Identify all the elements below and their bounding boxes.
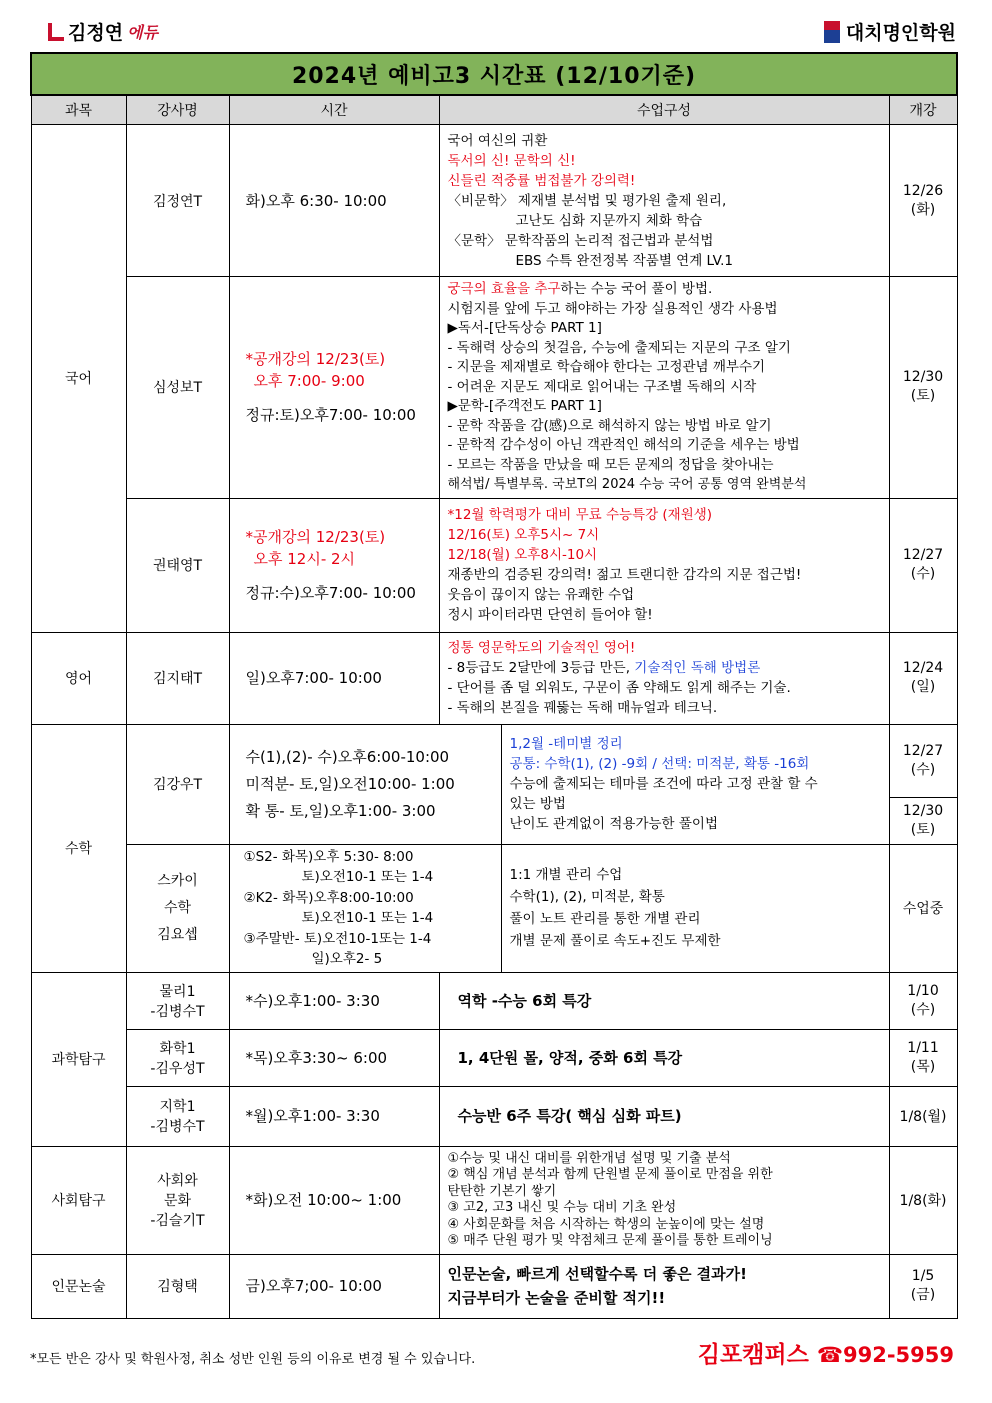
time-line: 수(1),(2)- 수)오후6:00-10:00	[245, 747, 450, 766]
start-date-value: 12/30	[902, 802, 944, 819]
start-day-value: (토)	[910, 821, 936, 838]
teacher-line: 스카이	[157, 872, 198, 889]
science-row-1	[31, 972, 957, 1029]
start-day-value: (금)	[910, 1287, 936, 1303]
teacher-line: -김슬기T	[150, 1213, 205, 1229]
time-line: ③주말반- 토)오전10-1또는 1-4	[243, 930, 432, 947]
desc-line: 난이도 관계없이 적용가능한 풀이법	[509, 816, 718, 832]
start-day-value: (수)	[910, 1001, 936, 1018]
teacher-name: 김정연T	[126, 125, 229, 277]
start-date-value: 1/10	[907, 982, 939, 999]
desc-line: 시험지를 앞에 두고 해야하는 가장 실용적인 생각 사용법	[447, 300, 778, 317]
teacher-name	[126, 972, 229, 1029]
start-day-value: (화)	[910, 201, 936, 218]
desc-line: 독서의 신! 문학의 신!	[447, 152, 576, 169]
desc-line: - 독해의 본질을 꿰뚫는 독해 매뉴얼과 테크닉.	[447, 700, 718, 716]
desc-line: 정시 파이터라면 단연히 들어야 할!	[447, 607, 653, 623]
teacher-name	[126, 844, 229, 972]
class-time: *목)오후3:30~ 6:00	[229, 1029, 439, 1086]
start-day-value: (일)	[910, 679, 936, 695]
footer-note: *모든 반은 강사 및 학원사정, 취소 성반 인원 등의 이유로 변경 될 수 있습니다.	[30, 1352, 476, 1367]
teacher-name	[126, 1086, 229, 1146]
desc-highlight: 궁극의 효율을 추구	[447, 281, 561, 297]
class-time: 금)오후7;00- 10:00	[229, 1254, 439, 1318]
start-date-value: 12/26	[902, 182, 944, 199]
start-date	[889, 632, 957, 724]
course-description	[439, 1254, 889, 1318]
desc-line: EBS 수특 완전정복 작품별 연계 LV.1	[515, 252, 733, 269]
teacher-line: -김우성T	[150, 1060, 205, 1077]
course-description	[501, 844, 889, 972]
class-time	[229, 844, 501, 972]
korean-row-3	[31, 498, 957, 632]
open-lecture-time: 오후 7:00- 9:00	[253, 372, 365, 391]
time-line: 토)오전10-1 또는 1-4	[301, 869, 434, 885]
start-date-cell-2	[890, 798, 957, 844]
course-description: 1, 4단원 몰, 양적, 중화 6회 특강	[439, 1029, 889, 1086]
teacher-name	[126, 1146, 229, 1254]
start-date-value: 12/30	[902, 369, 944, 386]
start-day-value: (토)	[910, 388, 936, 405]
desc-line: ▶독서-[단독상승 PART 1]	[447, 320, 602, 336]
start-date	[889, 1029, 957, 1086]
footer-campus	[698, 1336, 954, 1369]
desc-line: - 모르는 작품을 만났을 때 모든 문제의 정답을 찾아내는	[447, 456, 774, 473]
class-time: *화)오전 10:00~ 1:00	[229, 1146, 439, 1254]
math-row-1	[31, 724, 957, 844]
header-row	[31, 95, 957, 125]
subject-korean: 국어	[31, 125, 126, 633]
start-day-value: (수)	[910, 566, 936, 582]
open-lecture: *공개강의 12/23(토)	[245, 350, 386, 369]
start-date	[889, 972, 957, 1029]
desc-line: 수학(1), (2), 미적분, 확통	[509, 889, 665, 905]
course-name: 지학1	[159, 1099, 196, 1115]
course-description	[501, 724, 889, 844]
subject-humanities: 인문논술	[31, 1254, 126, 1318]
teacher-name: 심성보T	[126, 277, 229, 499]
desc-line: 개별 문제 풀이로 속도+진도 무제한	[509, 933, 721, 949]
subject-science: 과학탐구	[31, 972, 126, 1146]
header-subject: 과목	[31, 95, 126, 125]
desc-line: - 문학 작품을 감(感)으로 해석하지 않는 방법 바로 알기	[447, 417, 772, 434]
desc-line: 12/16(토) 오후5시~ 7시	[447, 527, 600, 543]
start-date-value: 1/11	[907, 1039, 939, 1056]
class-time: 화)오후 6:30- 10:00	[229, 125, 439, 277]
desc-rest: 하는 수능 국어 풀이 방법.	[560, 281, 713, 297]
open-lecture-time: 오후 12시- 2시	[253, 550, 356, 568]
regular-time: 정규:토)오후7:00- 10:00	[245, 406, 416, 425]
teacher-name	[126, 1029, 229, 1086]
header-teacher: 강사명	[126, 95, 229, 125]
teacher-name: 김형택	[126, 1254, 229, 1318]
course-description	[439, 277, 889, 499]
start-date-value: 12/27	[902, 742, 944, 759]
desc-line: 고난도 심화 지문까지 체화 학습	[515, 212, 703, 229]
desc-line: 〈문학〉 문학작품의 논리적 접근법과 분석법	[447, 232, 714, 249]
desc-highlight: 기술적인 독해 방법론	[634, 660, 761, 676]
class-time: 일)오후7:00- 10:00	[229, 632, 439, 724]
desc-line: 탄탄한 기본기 쌓기	[447, 1183, 557, 1199]
desc-line: 해석법/ 특별부록. 국보T의 2024 수능 국어 공통 영역 완벽분석	[447, 477, 807, 492]
start-date: 1/8(화)	[889, 1146, 957, 1254]
teacher-line: 문화	[163, 1193, 192, 1209]
header-start: 개강	[889, 95, 957, 125]
course-description: 역학 -수능 6회 특강	[439, 972, 889, 1029]
science-row-3	[31, 1086, 957, 1146]
desc-line: *12월 학력평가 대비 무료 수능특강 (재원생)	[447, 507, 713, 523]
time-line: 확 통- 토,일)오후1:00- 3:00	[245, 801, 436, 820]
desc-line: - 독해력 상승의 첫걸음, 수능에 출제되는 지문의 구조 알기	[447, 339, 791, 356]
desc-line: 1:1 개별 관리 수업	[509, 867, 623, 883]
top-bar	[30, 14, 956, 50]
page-title: 2024년 예비고3 시간표 (12/10기준)	[31, 53, 957, 95]
title-row	[31, 53, 957, 95]
course-description	[439, 498, 889, 632]
course-description	[439, 125, 889, 277]
brand-left-sub: 에듀	[127, 23, 158, 42]
subject-math: 수학	[31, 724, 126, 972]
desc-line: 있는 방법	[509, 796, 566, 812]
start-date-value: 12/24	[902, 660, 944, 676]
desc-line: 1,2월 -테미별 정리	[509, 736, 623, 752]
class-time: *수)오후1:00- 3:30	[229, 972, 439, 1029]
teacher-line: 사회와	[157, 1173, 198, 1189]
desc-line: ④ 사회문화를 처음 시작하는 학생의 눈높이에 맞는 설명	[447, 1216, 765, 1232]
desc-line: 신들린 적중률 범접불가 강의력!	[447, 172, 636, 189]
teacher-line: 김요셉	[157, 926, 198, 943]
start-date-value: 12/27	[902, 547, 944, 563]
academy-mark-icon	[824, 21, 840, 43]
schedule-table	[30, 52, 958, 1319]
desc-line: 수능에 출제되는 테마를 조건에 따라 고정 관찰 할 수	[509, 776, 818, 792]
start-date	[889, 1254, 957, 1318]
humanities-row	[31, 1254, 957, 1318]
time-line: ②K2- 화목)오후8:00-10:00	[243, 889, 414, 906]
desc-line: 12/18(월) 오후8시-10시	[447, 547, 598, 563]
desc-line: 정통 영문학도의 기술적인 영어!	[447, 640, 636, 656]
start-date	[889, 498, 957, 632]
start-date	[889, 125, 957, 277]
science-row-2	[31, 1029, 957, 1086]
header-content: 수업구성	[439, 95, 889, 125]
start-date	[889, 724, 957, 844]
desc-line: ⑤ 매주 단원 평가 및 약점체크 문제 풀이를 통한 트레이닝	[447, 1233, 773, 1248]
start-date	[889, 277, 957, 499]
teacher-name: 김지태T	[126, 632, 229, 724]
teacher-name: 권태영T	[126, 498, 229, 632]
start-date-value: 1/5	[911, 1268, 935, 1284]
subject-english: 영어	[31, 632, 126, 724]
open-lecture: *공개강의 12/23(토)	[245, 528, 386, 546]
desc-line: 풀이 노트 관리를 통한 개별 관리	[509, 911, 701, 927]
header-time: 시간	[229, 95, 439, 125]
brand-right-name: 대치명인학원	[845, 22, 956, 44]
time-line: 일)오후2- 5	[311, 951, 383, 967]
teacher-line: -김병수T	[150, 1003, 205, 1020]
desc-line: 재종반의 검증된 강의력! 젊고 트랜디한 감각의 지문 접근법!	[447, 567, 802, 583]
desc-line: - 단어를 좀 덜 외워도, 구문이 좀 약해도 읽게 해주는 기술.	[447, 680, 791, 696]
start-day-value: (수)	[910, 761, 936, 778]
desc-line	[448, 280, 881, 300]
desc-line: 지금부터가 논술을 준비할 적기!!	[447, 1289, 666, 1307]
desc-line: 인문논술, 빠르게 선택할수록 더 좋은 결과가!	[447, 1265, 747, 1283]
subject-social: 사회탐구	[31, 1146, 126, 1254]
desc-line: ② 핵심 개념 분석과 함께 단원별 문제 풀이로 만점을 위한	[447, 1167, 773, 1182]
social-row	[31, 1146, 957, 1254]
start-day-value: (목)	[910, 1058, 936, 1075]
desc-line: - 문학적 감수성이 아닌 객관적인 해석의 기준을 세우는 방법	[447, 437, 800, 453]
teacher-name: 김강우T	[126, 724, 229, 844]
start-date-cell-1	[890, 725, 957, 798]
course-description: 수능반 6주 특강( 핵심 심화 파트)	[439, 1086, 889, 1146]
class-time	[229, 277, 439, 499]
campus-phone: ☎992-5959	[816, 1343, 954, 1367]
class-time	[229, 498, 439, 632]
desc-line: - 어려운 지문도 제대로 읽어내는 구조별 독해의 시작	[447, 378, 757, 395]
course-description	[439, 632, 889, 724]
regular-time: 정규:수)오후7:00- 10:00	[245, 584, 416, 602]
desc-line: 공통: 수학(1), (2) -9회 / 선택: 미적분, 확통 -16회	[509, 756, 810, 772]
math-row-2	[31, 844, 957, 972]
desc-line: 〈비문학〉 제재별 분석법 및 평가원 출제 원리,	[447, 192, 727, 209]
course-description	[439, 1146, 889, 1254]
brand-logo-left	[48, 18, 158, 45]
desc-line: - 지문을 제재별로 학습해야 한다는 고정관념 깨부수기	[447, 359, 766, 375]
korean-row-2	[31, 277, 957, 499]
brand-logo-right	[824, 18, 956, 45]
teacher-line: 수학	[163, 899, 192, 916]
class-time: *월)오후1:00- 3:30	[229, 1086, 439, 1146]
campus-name: 김포캠퍼스	[697, 1342, 809, 1368]
desc-part: - 8등급도 2달만에 3등급 만든,	[447, 660, 635, 676]
time-line: 토)오전10-1 또는 1-4	[301, 910, 434, 926]
class-time	[229, 724, 501, 844]
english-row	[31, 632, 957, 724]
course-name: 물리1	[159, 983, 196, 1000]
desc-line: 국어 여신의 귀환	[447, 132, 548, 149]
time-line: 미적분- 토,일)오전10:00- 1:00	[245, 774, 455, 793]
course-name: 화학1	[159, 1040, 196, 1057]
desc-line: ①수능 및 내신 대비를 위한개념 설명 및 기출 분석	[447, 1150, 731, 1166]
desc-line: ▶문학-[주객전도 PART 1]	[447, 398, 602, 414]
brand-mark-icon	[48, 23, 64, 41]
start-date: 수업중	[889, 844, 957, 972]
desc-line	[448, 658, 881, 678]
time-line: ①S2- 화목)오후 5:30- 8:00	[243, 848, 414, 865]
desc-line: 웃음이 끊이지 않는 유쾌한 수업	[447, 587, 635, 603]
desc-line: ③ 고2, 고3 내신 및 수능 대비 기초 완성	[447, 1200, 677, 1215]
brand-left-name: 김정연	[68, 22, 124, 44]
teacher-line: -김병수T	[150, 1119, 205, 1135]
korean-row-1	[31, 125, 957, 277]
start-date: 1/8(월)	[889, 1086, 957, 1146]
